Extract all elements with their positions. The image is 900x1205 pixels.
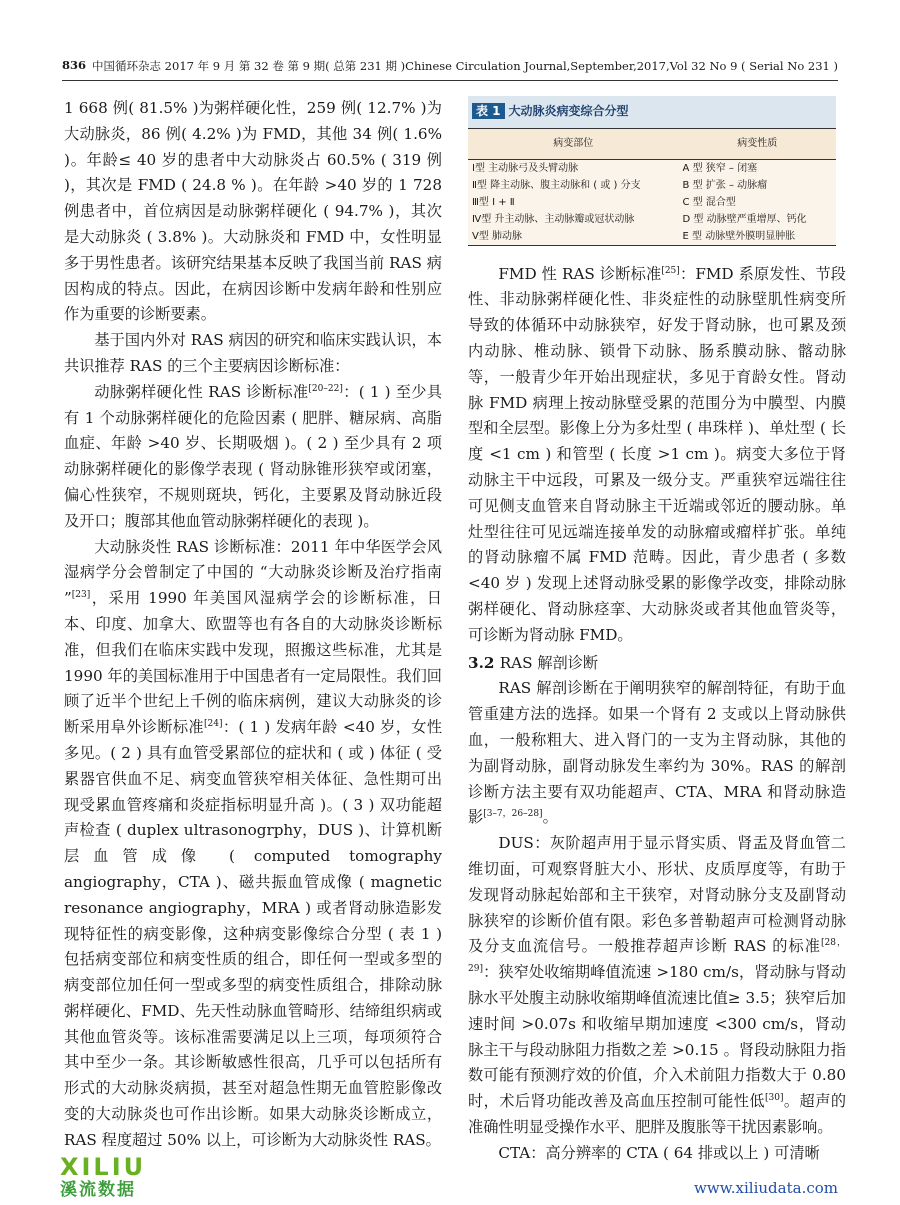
paragraph-dus [468,831,846,1141]
table-number: 表 1 [472,103,505,119]
anatomic-text-end: 。 [542,808,558,827]
table-cell: Ⅲ型 Ⅰ + Ⅱ [468,194,679,211]
dus-text-c: 。超声的准确性明显受操作水平、肥胖及腹胀等干扰因素影响。 [468,1092,847,1136]
page-number: 836 [62,58,87,72]
table-cell: Ⅳ型 升主动脉、主动脉瓣或冠状动脉 [468,211,679,228]
table-caption [468,96,836,128]
paragraph-takayasu-criteria [64,535,442,1154]
table-row [468,194,836,211]
table-cell: A 型 狭窄 – 闭塞 [679,159,836,177]
citation: [25] [661,265,680,276]
table-row [468,159,836,177]
paragraph-cta: CTA：高分辨率的 CTA ( 64 排或以上 ) 可清晰 [498,1143,820,1162]
fmd-heading: FMD 性 RAS 诊断标准 [498,264,662,283]
citation: [23] [71,590,91,601]
table-header-location: 病变部位 [468,128,679,159]
right-column [468,96,846,1166]
fmd-text: ：FMD 系原发性、节段性、非动脉粥样硬化性、非炎症性的动脉壁肌性病变所导致的体循环中动脉狭窄，好发于肾动脉，也可累及颈内动脉、椎动脉、锁骨下动脉、肠系膜动脉、髂动脉等，一般青少年开始出现症状，多见于育龄女性。肾动脉 FMD 病理上按动脉壁受累的范围分为中膜型、内膜型和全层型。影像上分为多灶型 ( 串珠样 )、单灶型 ( 长度 <1 cm ) 和管型 ( 长度 >1 cm )。病变大多位于肾动脉主干中远段，可累及一级分支。严重狭窄远端往往可见侧支血管来自肾动脉主干近端或邻近的腰动脉。单灶型往往可见远端连接单发的动脉瘤或瘤样扩张。单纯的肾动脉瘤不属 FMD 范畴。因此，青少患者 ( 多数 <40 岁 ) 发现上述肾动脉受累的影像学改变，排除动脉粥样硬化、肾动脉痉挛、大动脉炎或者其他血管炎等，可诊断为肾动脉 FMD。 [468,264,846,644]
table-cell: Ⅴ型 肺动脉 [468,228,679,246]
paragraph-atherosclerotic-criteria [64,380,442,535]
logo-latin: XILIU [60,1153,147,1181]
citation: [3–7，26–28] [483,809,543,820]
atherosclerotic-criteria-heading: 动脉粥样硬化性 RAS 诊断标准 [94,382,309,401]
dus-text-a: DUS：灰阶超声用于显示肾实质、肾盂及肾血管二维切面，可观察肾脏大小、形状、皮质厚度等，有助于发现肾动脉起始部和主干狭窄，对肾动脉分支及副肾动脉狭窄的诊断价值有限。彩色多普勒超声可检测肾动脉及分支血流信号。一般推荐超声诊断 RAS 的标准 [468,834,846,956]
citation: [30] [765,1093,784,1104]
citation: [20–22] [308,383,343,394]
table-cell: B 型 扩张 – 动脉瘤 [679,177,836,194]
section-number: 3.2 [468,653,495,672]
section-title: RAS 解剖诊断 [499,653,599,672]
anatomic-text: RAS 解剖诊断在于阐明狭窄的解剖特征，有助于血管重建方法的选择。如果一个肾有 2 支或以上肾动脉供血，一般称粗大、进入肾门的一支为主肾动脉，其他的为副肾动脉，副肾动脉发生率约为 30%。RAS 的解剖诊断方法主要有双功能超声、CTA、MRA 和肾动脉造影 [468,679,846,827]
table-1-takayasu-classification [468,96,836,246]
takayasu-text-b: ，采用 1990 年美国风湿病学会的诊断标准，日本、印度、加拿大、欧盟等也有各自的大动脉炎诊断标准，但我们在临床实践中发现，照搬这些标准，尤其是 1990 年的美国标准用于中国患者有一定局限性。我们回顾了近半个世纪上千例的临床病例，建议大动脉炎的诊断采用阜外诊断标准 [64,589,442,737]
citation: [24] [204,719,223,730]
page-footer [60,1155,838,1205]
table-cell: Ⅰ型 主动脉弓及头臂动脉 [468,159,679,177]
table-cell: D 型 动脉壁严重增厚、钙化 [679,211,836,228]
paragraph-fmd-criteria [468,262,846,649]
header-rule [62,80,838,81]
journal-running-head: 中国循环杂志 2017 年 9 月 第 32 卷 第 9 期( 总第 231 期 )Chinese Circulation Journal,September,2017,Vol 32 No 9 ( Serial No 231 ) [92,59,838,73]
table-cell: E 型 动脉壁外膜明显肿胀 [679,228,836,246]
xiliu-logo [60,1155,200,1205]
table-row [468,177,836,194]
table-cell: Ⅱ型 降主动脉、腹主动脉和 ( 或 ) 分支 [468,177,679,194]
table-row [468,228,836,246]
dus-text-b: ：狭窄处收缩期峰值流速 >180 cm/s，肾动脉与肾动脉水平处腹主动脉收缩期峰值流速比值≥ 3.5；狭窄后加速时间 >0.07s 和收缩早期加速度 <300 cm/s，肾动脉主干与段动脉阻力指数之差 >0.15 。肾段动脉阻力指数可能有预测疗效的价值，介入术前阻力指数大于 0.80 时，术后肾功能改善及高血压控制可能性低 [468,963,846,1111]
takayasu-text-c: ：( 1 ) 发病年龄 <40 岁，女性多见。( 2 ) 具有血管受累部位的症状和 ( 或 ) 体征 ( 受累器官供血不足、病变血管狭窄相关体征、急性期可出现受累血管疼痛和炎症指标明显升高 )。( 3 ) 双功能超声检查 ( duplex ultrasonogrphy，DUS )、计算机断层血管成像 ( computed tomography angiography，CTA )、磁共振血管成像 ( magnetic resonance angiography，MRA ) 或者肾动脉造影发现特征性的病变影像，这种病变影像综合分型 ( 表 1 ) 包括病变部位和病变性质的组合，即任何一型或多型的病变部位加任何一型或多型的病变性质组合，排除动脉粥样硬化、FMD、先天性动脉血管畸形、结缔组织病或其他血管炎等。该标准需要满足以上三项，每项须符合其中至少一条。其诊断敏感性很高，几乎可以包括所有形式的大动脉炎病损，甚至对超急性期无血管腔影像改变的大动脉炎也可作出诊断。如果大动脉炎诊断成立，RAS 程度超过 50% 以上，可诊断为大动脉炎性 RAS。 [64,718,443,1149]
table-cell: C 型 混合型 [679,194,836,211]
left-column [64,96,442,1154]
section-heading-3-2 [468,651,846,677]
takayasu-text-a: 大动脉炎性 RAS 诊断标准：2011 年中华医学会风湿病学分会曾制定了中国的 “大动脉炎诊断及治疗指南 ” [64,537,442,608]
atherosclerotic-criteria-text: ：( 1 ) 至少具有 1 个动脉粥样硬化的危险因素 ( 肥胖、糖尿病、高脂血症、年龄 >40 岁、长期吸烟 )。( 2 ) 至少具有 2 项动脉粥样硬化的影像学表现 ( 肾动脉锥形狭窄或闭塞，偏心性狭窄，不规则斑块，钙化，主要累及肾动脉近段及开口；腹部其他血管动脉粥样硬化的表现 )。 [64,382,443,530]
citation: [28，29] [468,938,846,975]
footer-url[interactable]: www.xiliudata.com [694,1179,838,1197]
logo-chinese: 溪流数据 [60,1180,136,1200]
table-title: 大动脉炎病变综合分型 [508,104,629,118]
paragraph-criteria-intro: 基于国内外对 RAS 病因的研究和临床实践认识，本共识推荐 RAS 的三个主要病因诊断标准： [64,331,442,375]
paragraph-etiology-stats: 1 668 例( 81.5% )为粥样硬化性，259 例( 12.7% )为大动脉炎，86 例( 4.2% )为 FMD，其他 34 例( 1.6% )。年龄≤ 40 岁的患者中大动脉炎占 60.5% ( 319 例 )，其次是 FMD ( 24.8 % )。在年龄 >40 岁的 1 728 例患者中，首位病因是动脉粥样硬化 ( 94.7% )，其次是大动脉炎 ( 3.8% )。大动脉炎和 FMD 中，女性明显多于男性患者。该研究结果基本反映了我国当前 RAS 病因构成的特点。因此，在病因诊断中发病年龄和性别应作为重要的诊断要素。 [64,99,442,324]
table-row [468,211,836,228]
paragraph-anatomic-diagnosis [468,676,846,831]
table-header-nature: 病变性质 [679,128,836,159]
